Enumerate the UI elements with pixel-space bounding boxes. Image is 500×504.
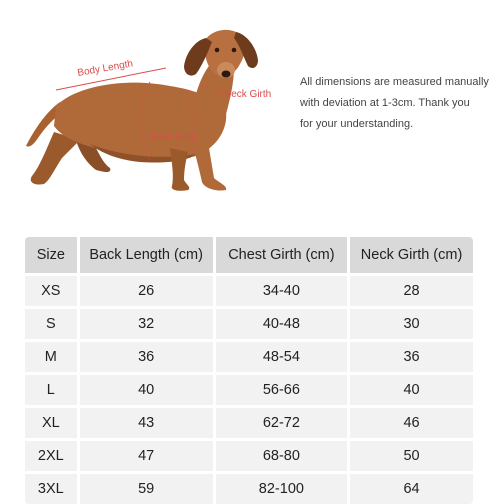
table-row	[25, 407, 473, 440]
table-row	[25, 341, 473, 374]
dog-measurement-illustration	[20, 20, 300, 200]
neck-girth-cell: 30	[349, 308, 473, 341]
size-chart-table	[25, 237, 473, 504]
chest-girth-cell: 34-40	[214, 275, 348, 308]
size-cell: 2XL	[25, 440, 78, 473]
column-header-chest-girth: Chest Girth (cm)	[214, 237, 348, 275]
table-header-row	[25, 237, 473, 275]
neck-girth-cell: 50	[349, 440, 473, 473]
table-row	[25, 308, 473, 341]
dog-eye-right	[232, 48, 237, 53]
size-cell: M	[25, 341, 78, 374]
chest-girth-label: Chest Girth	[146, 132, 197, 143]
note-line: with deviation at 1-3cm. Thank you	[300, 93, 495, 114]
body-length-label: Body Length	[77, 58, 134, 79]
dog-front-leg	[170, 148, 189, 191]
neck-girth-cell: 28	[349, 275, 473, 308]
back-length-cell: 32	[78, 308, 214, 341]
back-length-cell: 40	[78, 374, 214, 407]
size-cell: L	[25, 374, 78, 407]
back-length-cell: 36	[78, 341, 214, 374]
dog-eye-left	[215, 48, 220, 53]
chest-girth-cell: 56-66	[214, 374, 348, 407]
neck-girth-label: Neck Girth	[224, 89, 271, 100]
neck-girth-cell: 64	[349, 473, 473, 504]
back-length-cell: 47	[78, 440, 214, 473]
chest-girth-cell: 82-100	[214, 473, 348, 504]
size-cell: 3XL	[25, 473, 78, 504]
table-row	[25, 440, 473, 473]
size-cell: XS	[25, 275, 78, 308]
measurement-note	[300, 72, 495, 135]
neck-girth-cell: 46	[349, 407, 473, 440]
table-row	[25, 374, 473, 407]
table-row	[25, 473, 473, 504]
note-line: All dimensions are measured manually	[300, 72, 495, 93]
chest-girth-cell: 68-80	[214, 440, 348, 473]
size-cell: XL	[25, 407, 78, 440]
back-length-cell: 59	[78, 473, 214, 504]
back-length-cell: 26	[78, 275, 214, 308]
back-length-cell: 43	[78, 407, 214, 440]
chest-girth-cell: 62-72	[214, 407, 348, 440]
note-line: for your understanding.	[300, 114, 495, 135]
dog-nose	[222, 71, 231, 78]
column-header-size: Size	[25, 237, 78, 275]
chest-girth-cell: 48-54	[214, 341, 348, 374]
neck-girth-cell: 36	[349, 341, 473, 374]
size-cell: S	[25, 308, 78, 341]
table-row	[25, 275, 473, 308]
column-header-back-length: Back Length (cm)	[78, 237, 214, 275]
neck-girth-cell: 40	[349, 374, 473, 407]
column-header-neck-girth: Neck Girth (cm)	[349, 237, 473, 275]
chest-girth-cell: 40-48	[214, 308, 348, 341]
